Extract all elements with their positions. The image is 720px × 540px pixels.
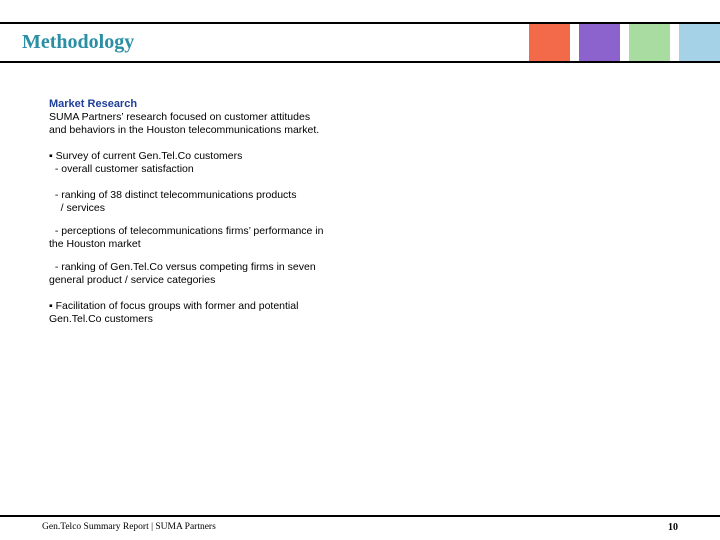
page-number: 10	[668, 522, 678, 533]
accent-block-green	[629, 24, 670, 61]
accent-block-purple	[579, 24, 620, 61]
bullet-survey: ▪ Survey of current Gen.Tel.Co customers	[49, 150, 243, 162]
footer-text: Gen.Telco Summary Report | SUMA Partners	[42, 522, 216, 532]
footer-rule	[0, 515, 720, 517]
sub-item-ranking-products-line-2: / services	[49, 202, 106, 214]
intro-text-line-1: SUMA Partners’ research focused on customer attitudes	[49, 111, 311, 123]
section-heading: Market Research	[49, 98, 138, 110]
page-title: Methodology	[22, 31, 135, 53]
bullet-focus-groups-line-1: ▪ Facilitation of focus groups with former and potential	[49, 300, 299, 312]
sub-item-ranking-competitors-line-1: - ranking of Gen.Tel.Co versus competing firms in seven	[49, 261, 316, 273]
sub-item-perceptions-line-1: - perceptions of telecommunications firms’ performance in	[49, 225, 324, 237]
sub-item-satisfaction: - overall customer satisfaction	[49, 163, 194, 175]
body-content	[49, 98, 359, 326]
header-rule	[0, 61, 720, 63]
accent-block-blue	[679, 24, 720, 61]
sub-item-ranking-products-line-1: - ranking of 38 distinct telecommunications products	[49, 189, 297, 201]
bullet-focus-groups-line-2: Gen.Tel.Co customers	[49, 313, 153, 325]
accent-block-orange	[529, 24, 570, 61]
sub-item-perceptions-line-2: the Houston market	[49, 238, 141, 250]
intro-text-line-2: and behaviors in the Houston telecommunications market.	[49, 124, 320, 136]
sub-item-ranking-competitors-line-2: general product / service categories	[49, 274, 216, 286]
